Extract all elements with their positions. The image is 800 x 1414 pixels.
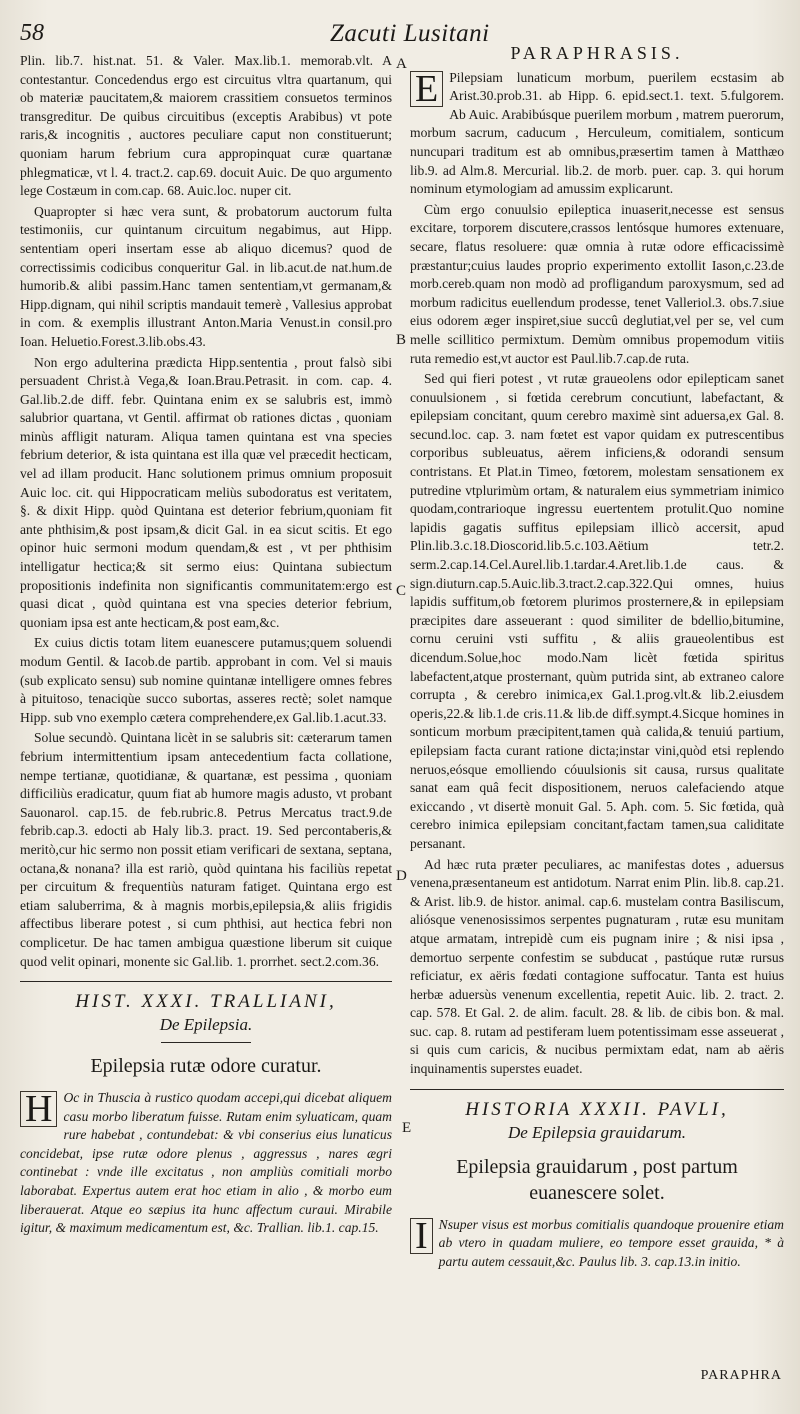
right-paragraph-3: Sed qui fieri potest , vt rutæ graueolens odor epilepticam sanet conuulsionem , si fœtida cerebrum concutiunt, labefactant, & epilepsiam concitant, quum cerebro maximè sint aduersa,ex Gal. 8. secund.loc. cap. 3. nam fœtet est vapor quidam ex putrescentibus corporibus subleuatus, aërem inficiens,& odorandi sensum contristans. Et Plat.in Timeo, fœtorem, molestam sensationem ex putredine vtplurimùm ortam, & naturalem eius symmetriam inimico quodam,contrarioque ingressu euertentem protulit.Quo nomine lapidis gagatis suffitus epilepsiam illicò accersit, apud Plin.lib.3.c.18.Dioscorid.lib.5.c.103.Aëtium tetr.2. serm.2.cap.14.Cel.Aurel.lib.1.tardar.4.Aret.lib.1.de caus. & sign.diuturn.cap.5.Auic.lib.3.tract.2.cap.322.Qui omnes, huius lapidis suffitum,ob fœtorem plurimos prosternere,& in epilepsiam præcipites dare asseuerant : quod similiter de bdellio,bitumine, cornu ceruini vsti suffitu , & aliis graueolentibus est dicendum.Solue,hoc modo.Nam licèt fœtida spiritus labefactent,atque prosternant, quùm putrida sint, ab extraneo calore corrupta , & cerebro inimica,ex Gal.1.prog.vlt.& lib.2.eiusdem operis,22.& lib.1.de cris.11.& lib.de diff.sympt.4.Sicque homines in sonticum morbum præcipitent,tamen quà calida,& tenuiú partium, epilepsiam facta curant ratione dicta;instar vini,quòd etsi replendo neruos,eósque emolliendo cóuulsionis sit causa, rursus qualitate sanat eam quâ fecit dispositionem, neruos calefaciendo atque exiccando , vt disertè monuit Gal. 5. Aph. com. 5. Sic fœtida, quà cerebro inimica epilepsiam concitant,factam tamen,sua caliditate persanant.: [410, 371, 784, 851]
section-rule: [20, 981, 392, 982]
history-heading: HIST. XXXI. TRALLIANI,: [75, 991, 337, 1013]
history-subheading: De Epilepsia grauidarum.: [507, 1122, 687, 1142]
left-paragraph-1: Plin. lib.7. hist.nat. 51. & Valer. Max.lib.1. memorab.vlt. A contestantur. Concedendus ergo est circuitus vltra quartanum, qui ob materiæ paucitatem,& maiorem crassitiem consuetos terminos transgreditur. De quibus circuitibus (exceptis Arabibus) vt pote raris,& incognitis , auctores peculiare caput non constituerunt; quoniam harum febrium cura appropinquat curæ quartanæ phlegmaticæ, vt l. 4. tract.2. cap.69. docuit Auic. De quo argumento lege Costæum in com.cap. 68. Auic.loc. nuper cit.: [20, 53, 392, 199]
margin-letter-c: C: [396, 583, 407, 599]
running-title: Zacuti Lusitani: [330, 20, 490, 47]
left-paragraph-4: Ex cuius dictis totam litem euanescere putamus;quem soluendi modum Gentil. & Iacob.de partib. approbant in com. Vel si mauis (sub explicato sensu) sub nomine quintanæ intelligere omnes febres à pituitoso, tenaciqùe succo subortas, asseres rectè; solet namque Hipp. sub vno exemplo cætera comprehendere,ex Gal.lib.1.acut.33.: [20, 635, 392, 725]
case-text: [410, 1216, 784, 1272]
right-paragraph-1: [410, 69, 784, 199]
section-title: PARAPHRASIS.: [510, 43, 684, 63]
dropcap: I: [410, 1218, 433, 1254]
left-paragraph-5: Solue secundò. Quintana licèt in se salubris sit: cæterarum tamen febrium intermittentium ipsam antecedentium facta collatione, nempe tertianæ, quotidianæ, & quartanæ, est pessima , quoniam difficiliùs eradicatur, quum fiat ab humore magis adusto, vt probant Sauonarol. cap.15. de feb.rubric.8. Petrus Mercatus tract.9.de febrib.cap.3. edocti ab Haly lib.3. pract. 19. Sed percontaberis,& meritò,cur hic sermo non possit etiam verificari de sextana, septana, octana,& nonana? illa est rariò, quòd quintana his faciliùs repetat per circuitum & frequentiùs naturam fatiget. Quintana ergo est etiam saluberrima, & à magnis morbis,epilepsia,& aliis frigidis affectibus liberare potest , si cum phthisi, aut hectica febri non complicetur. De hac tamen ambigua quæstione liberum sit cuique quod velit opinari, monente sic Gal.lib. 1. prorrhet. sect.2.com.36.: [20, 730, 392, 969]
case-title: Epilepsia grauidarum , post partum euanescere solet.: [456, 1155, 738, 1204]
history-heading: HISTORIA XXXII. PAVLI,: [465, 1098, 729, 1120]
right-paragraph-4: Ad hæc ruta præter peculiares, ac manifestas dotes , aduersus venena,præsentaneum est antidotum. Narrat enim Plin. lib.8. cap.21. & Arist. lib.9. de histor. animal. cap.6. mustelam contra Basiliscum, aliósque venenosissimos serpentes pugnaturam , rutæ esu munitam atque armatam, intrepidè cum eis pugnam inire ; & nisi ipsa , demortuo serpente confestim se subducat , pastúque rutæ rursus reficiatur, ex aëris fœdati contagione suffocatur. Tanta est huius herbæ aduersùs venenum excellentia, repetit Auic. lib. 2. tract. 2. cap. 578. Et Gal. 2. de alim. facult. 28. & lib. de cibis bon. & mal. suc. cap. 8. rutam ad pestiferam luem potentissimam esse asseuerat , si quis cum caricis, & nucibus permixtam edat, nam ab aëris inquinamentis superstes euadet.: [410, 856, 784, 1077]
case-text: [20, 1089, 392, 1238]
left-paragraph-3: Non ergo adulterina prædicta Hipp.sententia , prout falsò sibi persuadent Christ.à Vega,& Ioan.Brau.Petrasit. in com. cap. 4. Gal.lib.2.de diff. febr. Quintana enim ex se salubris est, immò salubrior quartana, vt Gentil. affirmat ob rationes dictas , quoniam minùs affligit naturam. Aliqua tamen quintana est vna species febrium deterior, & ista quintana est illa quæ vel præcedit hecticam, vel ad illam producit. Hanc solutionem primus omnium proposuit Auic loc. cit. qui Hippocraticam meliùs subodoratus est veritatem, §. & dixit Hipp. quòd Quintana est deterior febrium,quoniam fit ante phthisim,& post ipsam,& dicit Gal. in ea sicut scitis. Et ego opinor huic sermoni modum quendam,& est , vt per phthisim intelligatur hectica;& sit sermo eius: Quintana subiectum propositionis indefinita non significantis communitatem:ergo est quasi dicat , quòd quintana est vna species deterior febrium, quoniam ipsa est ante hecticam,& post eam,&c.: [20, 354, 392, 630]
margin-letter-e: E: [402, 1120, 412, 1136]
margin-letter-d: D: [396, 868, 407, 884]
left-column: [20, 52, 392, 1238]
section-rule: [410, 1089, 784, 1090]
margin-letter-a: A: [396, 56, 407, 72]
case-text-body: Nsuper visus est morbus comitialis quandoque prouenire etiam ab vtero in quadam muliere, eo tempore esset grauida, * à partu autem cessauit,&c. Paulus lib. 3. cap.13.in initio.: [438, 1216, 784, 1269]
short-rule: [161, 1042, 251, 1043]
right-paragraph-2: Cùm ergo conuulsio epileptica inuaserit,necesse est sensus excitare, torporem discutere,crassos lentósque humores extenuare, secare, flatus resoluere: quæ omnia à rutæ odore efficacissimè præstantur;cuius laudes proprio experimento extollit Iason,c.23.de morb.cereb.quam non modò ad profligandum paroxysmum, sed ad morbum radicitus euellendum prodesse, tenet Valleriol.3. obs.7.siue eius odorem æger inspiret,siue succû deglutiat,vel per se, vel cum melle scillitico permixtum. Demùm omnibus propemodum vitiis ruta remedio est,vt auctor est Paul.lib.7.cap.de ruta.: [410, 201, 784, 366]
margin-letter-b: B: [396, 332, 407, 348]
left-paragraph-2: Quapropter si hæc vera sunt, & probatorum auctorum fulta testimoniis, cur quintanum circuitum negabimus, aut Hipp. sententiam operi insertam esse ab aliquo dicemus? quod de correctissimis codicibus conqueritur Gal. in lib.acut.de nat.hum.de humorib.& alibi passim.Hanc tamen sententiam,vt germanam,& Hipp.dignam, qui nihil scriptis mandauit temerè , Vallesius approbat in com. & exemplis illustrant Anton.Maria Venust.in consil.pro Ioan. Heluetio.Forest.3.lib.obs.43.: [20, 203, 392, 349]
right-paragraph-1-text: Pilepsiam lunaticum morbum, puerilem ecstasim ab Arist.30.prob.31. ab Hipp. 6. epid.sect.1. text. 5.fulgorem. Ab Auic. Arabibúsque puerilem morbum , matrem puerorum, morbum sacrum, caducum , Herculeum, comitialem, sonticum nuncupari traditum est ab omnibus,præsertim tamen à Matthæo lib.9. ad Alm.8. Mercurial. lib.2. de morb. puer. cap. 3. qui horum nominum etymologiam ad amussim explicarunt.: [410, 69, 784, 197]
right-column: [410, 44, 784, 1271]
case-text-body: Oc in Thuscia à rustico quodam accepi,qui dicebat aliquem casu morbo liberatum fuisse. Rutam enim syluaticam, quam rure habebat , contundebat: & vbi conserius eius lunaticus concidebat, ipse rutæ odore plenus , aggressus , nares ægri continebat : vnde ille excitatus , non ampliùs comitiali morbo laborabat. Expertus autem erat hoc etiam in alio , & morbo eum liberauerat. Atque eo sæpius ita hunc affectum curaui. Mirabile igitur, & maximum medicamentum est, &c. Trallian. lib.1. cap.15.: [20, 1090, 392, 1236]
dropcap: H: [20, 1091, 57, 1127]
dropcap: E: [410, 71, 443, 107]
history-subheading: De Epilepsia.: [159, 1015, 253, 1035]
case-title: Epilepsia rutæ odore curatur.: [90, 1055, 322, 1078]
page-number: 58: [20, 20, 44, 46]
catchword: PARAPHRA: [700, 1368, 782, 1383]
